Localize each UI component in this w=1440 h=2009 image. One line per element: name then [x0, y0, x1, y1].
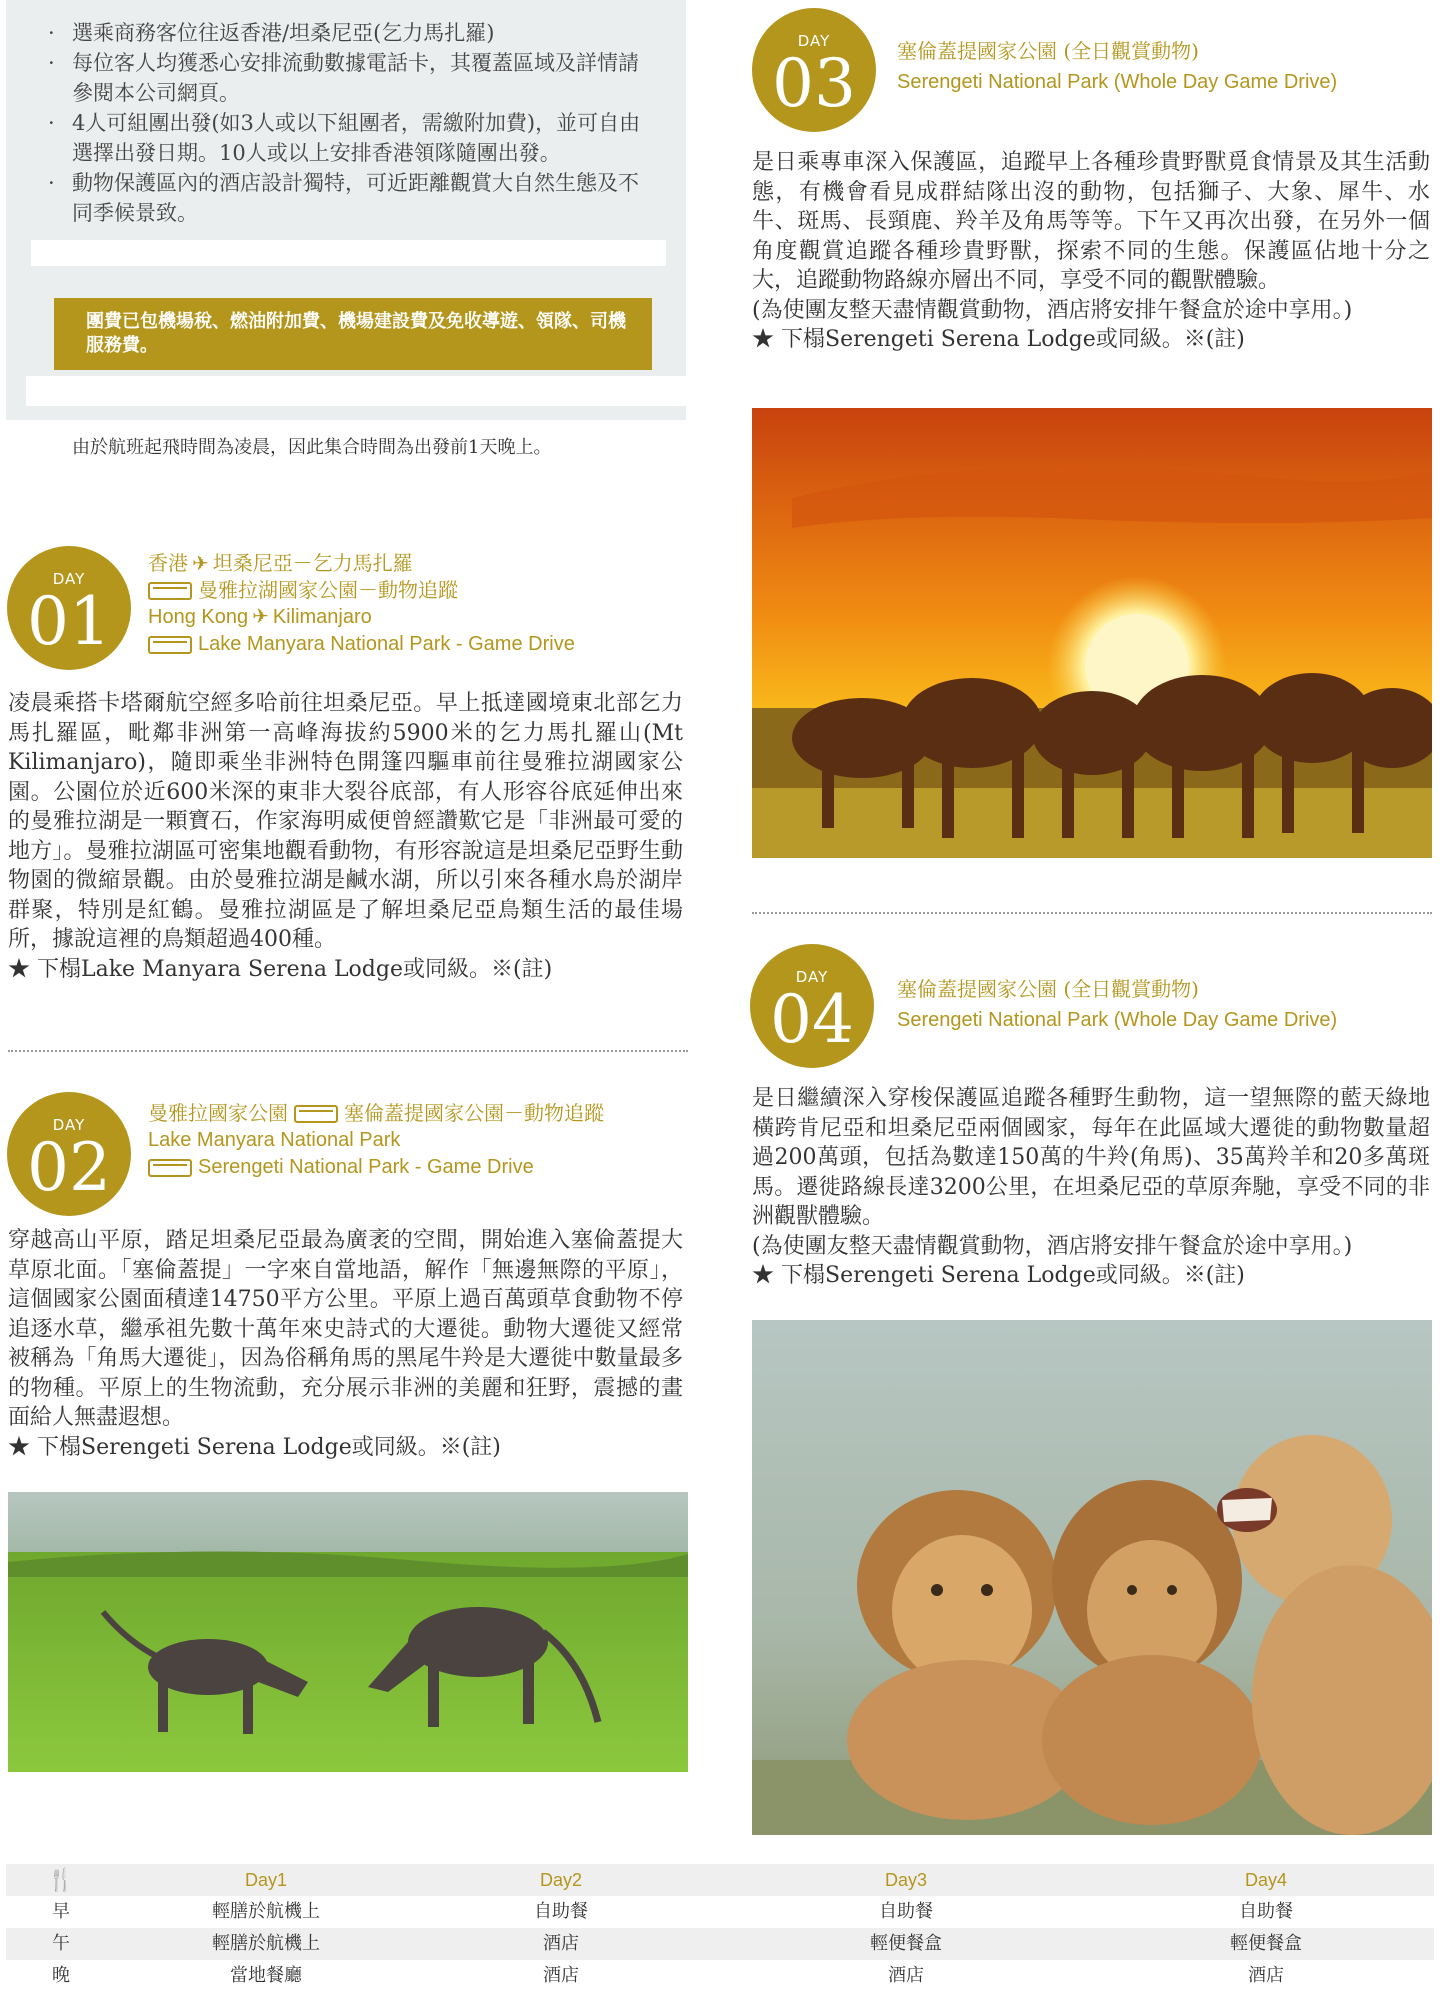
- plane-icon: ✈: [252, 606, 269, 628]
- bullet-mark: ·: [48, 171, 55, 195]
- day-02-title: [148, 1100, 604, 1181]
- day-04-title-en: Serengeti National Park (Whole Day Game Drive): [897, 1009, 1338, 1031]
- bus-icon: [148, 636, 192, 654]
- day-04-title-zh: 塞倫蓋提國家公園 (全日觀賞動物): [897, 977, 1199, 1001]
- day-label: DAY: [52, 1116, 86, 1134]
- day-04-lunch-note: (為使團友整天盡情觀賞動物，酒店將安排午餐盒於途中享用。): [752, 1233, 1353, 1259]
- route-activity-en: Lake Manyara National Park - Game Drive: [198, 633, 575, 655]
- day-01-title: [148, 550, 575, 658]
- route-activity: 曼雅拉湖國家公園－動物追蹤: [198, 578, 458, 602]
- meal-label: 晚: [52, 1965, 70, 1986]
- plane-icon: ✈: [192, 551, 209, 575]
- meal-cell: 自助餐: [879, 1901, 933, 1922]
- route-destination: 塞倫蓋提國家公園－動物追蹤: [344, 1101, 604, 1125]
- info-bullet: [46, 168, 656, 228]
- route-origin: 香港: [148, 551, 188, 575]
- meal-cell: 輕便餐盒: [870, 1933, 942, 1954]
- divider-strip: [26, 376, 696, 406]
- wildebeest-photo: [8, 1492, 688, 1772]
- bullet-text: 4人可組團出發(如3人或以下組團者，需繳附加費)，並可自由選擇出發日期。10人或以上安排香港領隊隨團出發。: [72, 111, 641, 165]
- gathering-time-note: 由於航班起飛時間為凌晨，因此集合時間為出發前1天晚上。: [72, 437, 552, 458]
- day-04-accommodation: ★ 下榻Serengeti Serena Lodge或同級。※(註): [752, 1263, 1245, 1288]
- route-origin-en: Lake Manyara National Park: [148, 1129, 401, 1151]
- info-panel: [6, 0, 686, 420]
- meals-header-day1: Day1: [244, 1870, 288, 1890]
- sunset-herd-photo: [752, 408, 1432, 858]
- meals-row-lunch: [6, 1928, 1434, 1960]
- meals-header-day4: Day4: [1244, 1870, 1288, 1890]
- day-badge-01: [7, 546, 131, 670]
- day-01-accommodation: ★ 下榻Lake Manyara Serena Lodge或同級。※(註): [8, 956, 553, 982]
- info-bullet: [46, 18, 656, 48]
- section-divider: [752, 912, 1432, 914]
- meal-cell: 自助餐: [534, 1901, 588, 1922]
- day-03-title: [897, 38, 1337, 96]
- day-03-title-zh: 塞倫蓋提國家公園 (全日觀賞動物): [897, 39, 1199, 63]
- info-bullet: [46, 48, 656, 108]
- meals-header-row: [6, 1864, 1434, 1896]
- day-02-accommodation: ★ 下榻Serengeti Serena Lodge或同級。※(註): [8, 1434, 501, 1460]
- route-activity-en: Serengeti National Park - Game Drive: [198, 1156, 534, 1178]
- day-number: 01: [27, 583, 111, 660]
- meals-row-breakfast: [6, 1896, 1434, 1928]
- meal-cell: 酒店: [543, 1933, 579, 1954]
- meals-row-dinner: [6, 1960, 1434, 1992]
- meals-header-day3: Day3: [884, 1870, 928, 1890]
- day-04-body: 是日繼續深入穿梭保護區追蹤各種野生動物，這一望無際的藍天綠地橫跨肯尼亞和坦桑尼亞兩個國家，每年在此區域大遷徙的動物數量超過200萬頭，包括為數達150萬的牛羚(角馬)、35萬羚羊和20多萬斑馬。遷徙路線長達3200公里，在坦桑尼亞的草原奔馳，享受不同的非洲觀獸體驗。: [752, 1086, 1430, 1229]
- bus-icon: [148, 1159, 192, 1177]
- day-01-description: [8, 689, 683, 984]
- info-bullet: [46, 108, 656, 168]
- route-destination: 坦桑尼亞－乞力馬扎羅: [212, 551, 413, 575]
- info-bullet-list: [46, 18, 656, 228]
- lions-photo: [752, 1320, 1432, 1835]
- route-origin-en: Hong Kong: [148, 606, 249, 628]
- day-02-body: 穿越高山平原，踏足坦桑尼亞最為廣袤的空間，開始進入塞倫蓋提大草原北面。「塞倫蓋提」一字來自當地語，解作「無邊無際的平原」，這個國家公園面積達14750平方公里。平原上過百萬頭草食動物不停追逐水草，繼承祖先數十萬年來史詩式的大遷徙。動物大遷徙又經常被稱為「角馬大遷徙」，因為俗稱角馬的黑尾牛羚是大遷徙中數量最多的物種。平原上的生物流動，充分展示非洲的美麗和狂野，震撼的畫面給人無盡遐想。: [8, 1228, 683, 1430]
- day-number: 04: [770, 981, 854, 1058]
- day-03-title-en: Serengeti National Park (Whole Day Game Drive): [897, 71, 1338, 93]
- day-badge-04: [750, 944, 874, 1068]
- bullet-text: 動物保護區內的酒店設計獨特，可近距離觀賞大自然生態及不同季候景致。: [72, 171, 639, 225]
- fork-knife-icon: 🍴: [47, 1867, 75, 1892]
- route-destination-en: Kilimanjaro: [272, 606, 372, 628]
- day-03-accommodation: ★ 下榻Serengeti Serena Lodge或同級。※(註): [752, 327, 1245, 352]
- meal-cell: 酒店: [888, 1965, 924, 1986]
- day-04-title: [897, 976, 1337, 1034]
- day-label: DAY: [52, 570, 86, 588]
- meal-label: 早: [52, 1901, 70, 1922]
- day-03-lunch-note: (為使團友整天盡情觀賞動物，酒店將安排午餐盒於途中享用。): [752, 297, 1353, 323]
- day-number: 03: [772, 45, 856, 122]
- day-03-body: 是日乘專車深入保護區，追蹤早上各種珍貴野獸覓食情景及其生活動態，有機會看見成群結隊出沒的動物，包括獅子、大象、犀牛、水牛、斑馬、長頸鹿、羚羊及角馬等等。下午又再次出發，在另外一個角度觀賞追蹤各種珍貴野獸，探索不同的生態。保護區佔地十分之大，追蹤動物路線亦層出不同，享受不同的觀獸體驗。: [752, 150, 1430, 293]
- meal-cell: 自助餐: [1239, 1901, 1293, 1922]
- meal-cell: 輕膳於航機上: [212, 1933, 320, 1954]
- day-04-description: [752, 1084, 1430, 1291]
- meal-cell: 酒店: [543, 1965, 579, 1986]
- meals-header-day2: Day2: [539, 1870, 583, 1890]
- bullet-mark: ·: [48, 51, 55, 75]
- meal-cell: 當地餐廳: [230, 1965, 302, 1986]
- day-label: DAY: [795, 968, 829, 986]
- meal-label: 午: [52, 1933, 70, 1954]
- meal-cell: 輕便餐盒: [1230, 1933, 1302, 1954]
- bus-icon: [148, 582, 192, 600]
- bullet-text: 每位客人均獲悉心安排流動數據電話卡，其覆蓋區域及詳情請參閱本公司網頁。: [72, 51, 639, 105]
- divider-bar: [31, 240, 666, 266]
- route-origin: 曼雅拉國家公園: [148, 1101, 288, 1125]
- bullet-mark: ·: [48, 111, 55, 135]
- day-label: DAY: [797, 32, 831, 50]
- bullet-mark: ·: [48, 21, 55, 45]
- day-badge-02: [7, 1092, 131, 1216]
- day-02-description: [8, 1226, 683, 1462]
- day-badge-03: [752, 8, 876, 132]
- section-divider: [8, 1050, 688, 1052]
- day-01-body: 凌晨乘搭卡塔爾航空經多哈前往坦桑尼亞。早上抵達國境東北部乞力馬扎羅區，毗鄰非洲第一高峰海拔約5900米的乞力馬扎羅山(Mt Kilimanjaro)，隨即乘坐非洲特色開篷四驅車前往曼雅拉湖國家公園。公園位於近600米深的東非大裂谷底部，有人形容谷底延伸出來的曼雅拉湖是一顆寶石，作家海明威便曾經讚歎它是「非洲最可愛的地方」。曼雅拉湖區可密集地觀看動物，有形容說這是坦桑尼亞野生動物園的微縮景觀。由於曼雅拉湖是鹹水湖，所以引來各種水鳥於湖岸群聚，特別是紅鶴。曼雅拉湖區是了解坦桑尼亞鳥類生活的最佳場所，據說這裡的鳥類超過400種。: [8, 691, 683, 952]
- bullet-text: 選乘商務客位往返香港/坦桑尼亞(乞力馬扎羅): [72, 21, 495, 45]
- day-03-description: [752, 148, 1430, 355]
- day-number: 02: [27, 1129, 111, 1206]
- meal-cell: 輕膳於航機上: [212, 1901, 320, 1922]
- meal-cell: 酒店: [1248, 1965, 1284, 1986]
- bus-icon: [294, 1105, 338, 1123]
- fee-inclusion-note: 團費已包機場稅、燃油附加費、機場建設費及免收導遊、領隊、司機服務費。: [54, 298, 652, 370]
